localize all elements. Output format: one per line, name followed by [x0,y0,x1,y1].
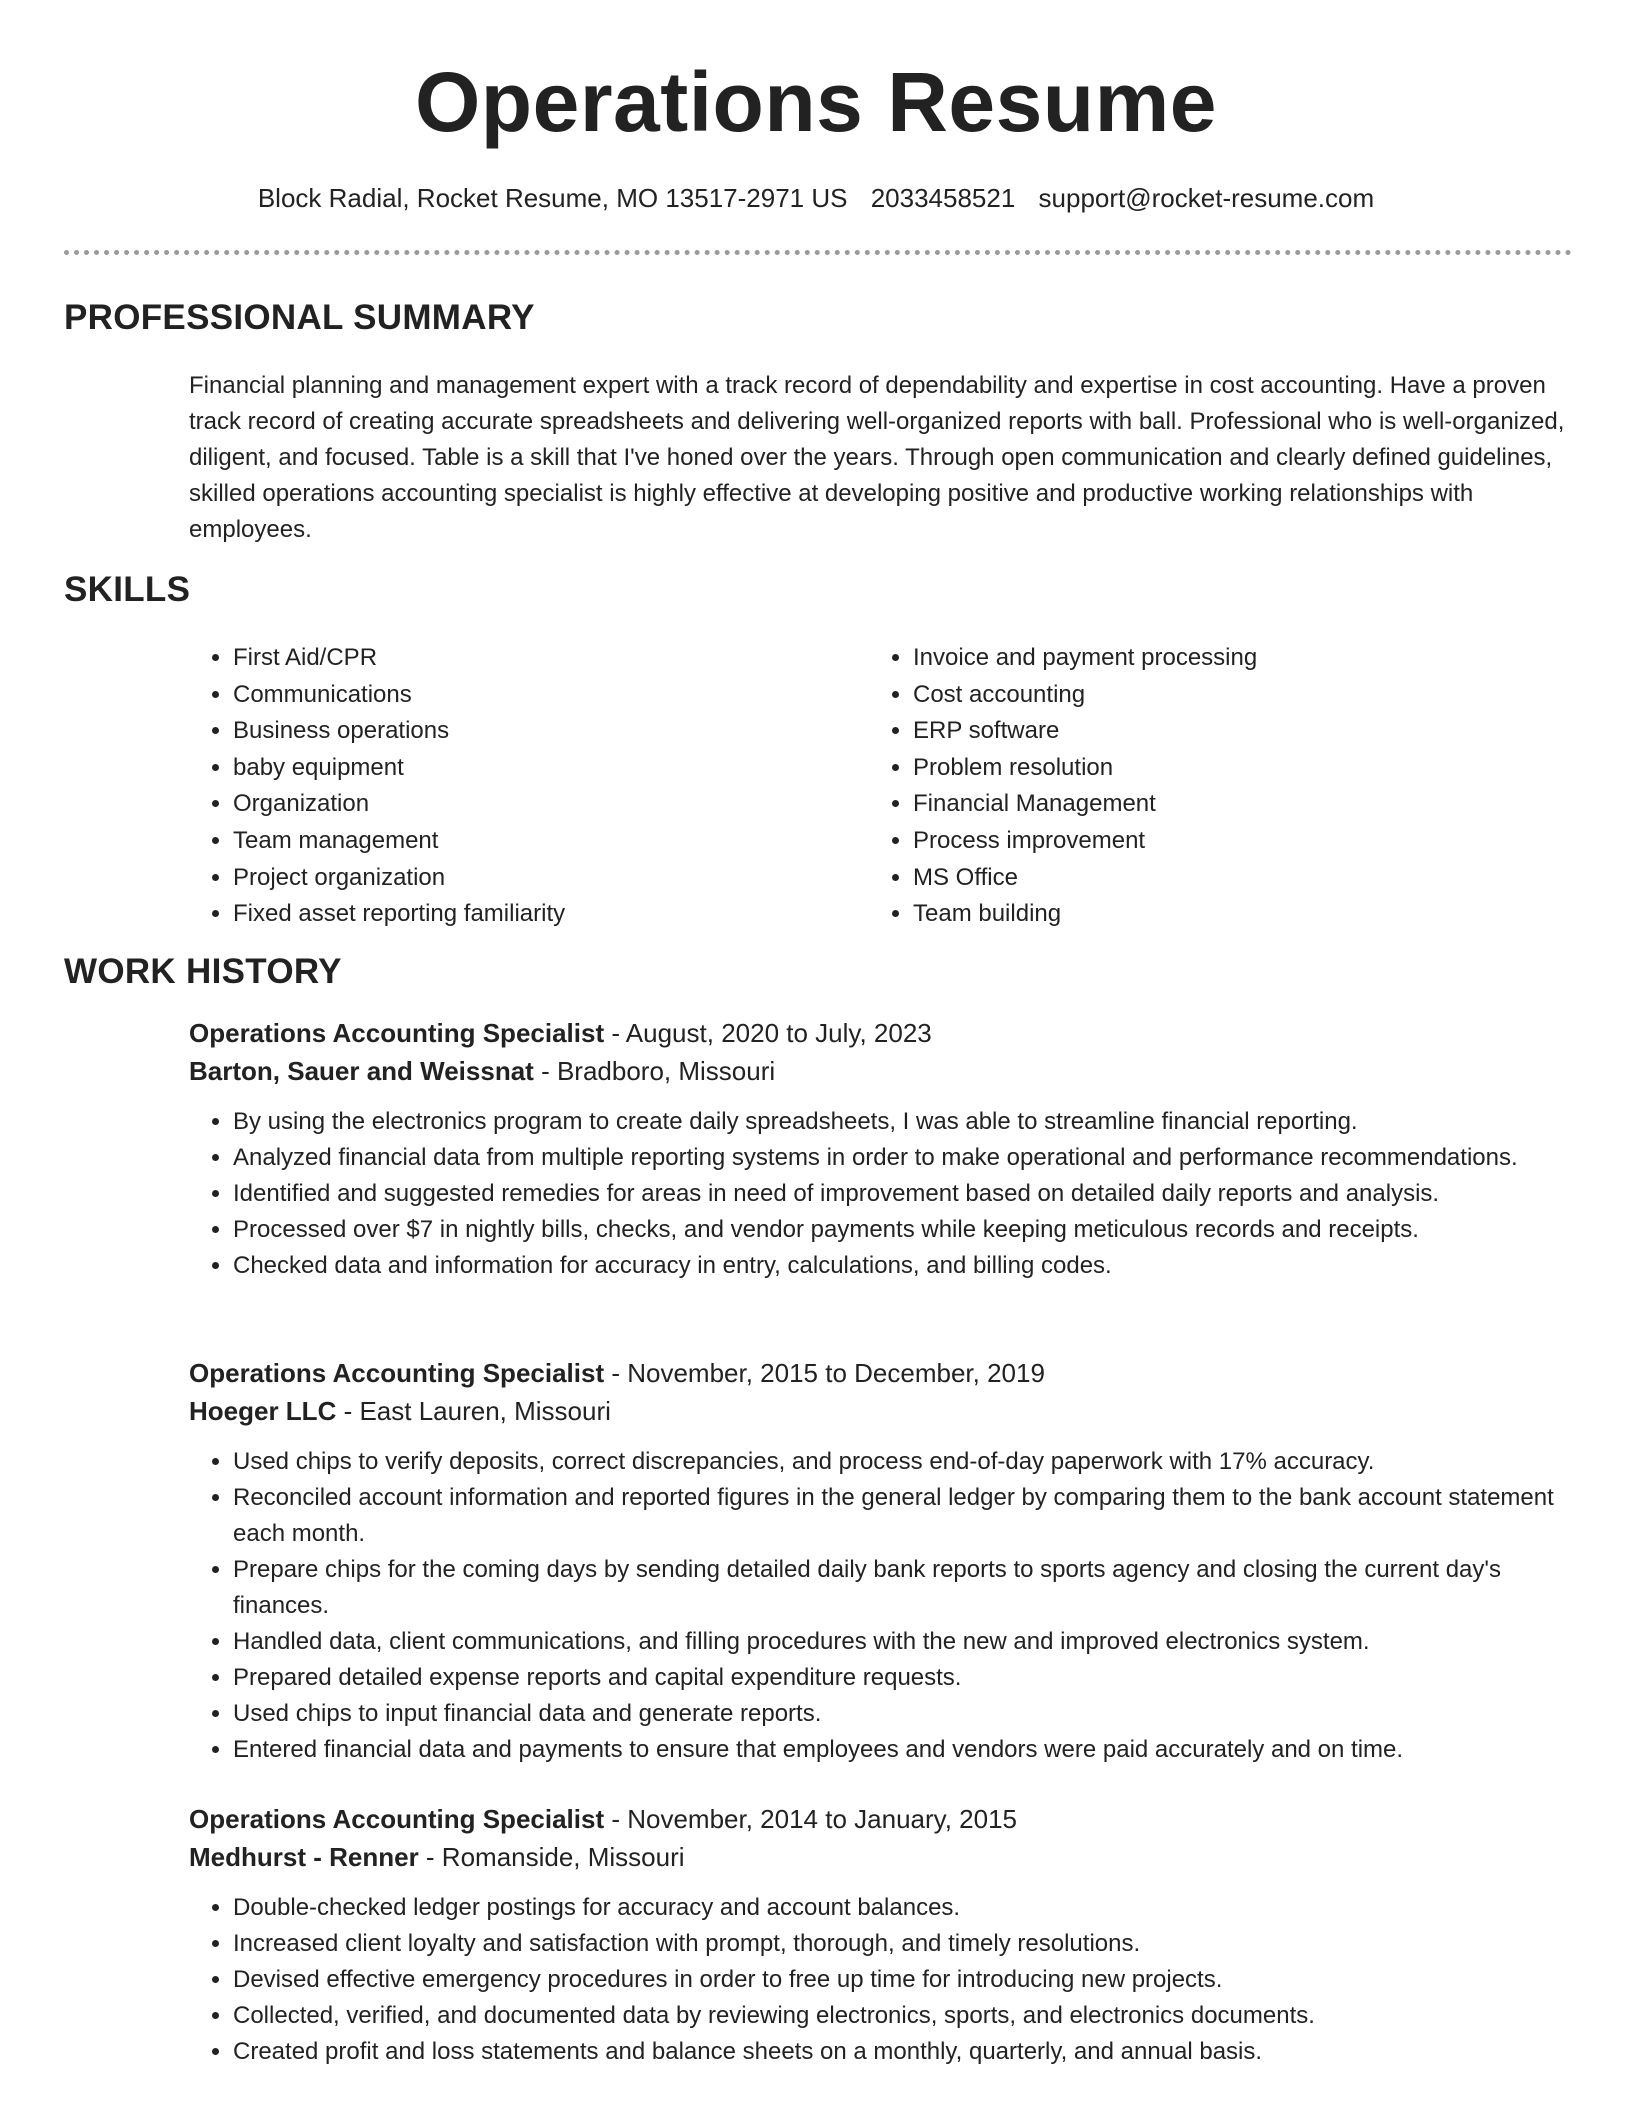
job-title-line [189,1800,1579,1838]
job-bullet: • Checked data and information for accuracy in entry, calculations, and billing codes. [233,1248,1579,1284]
contact-email: support@rocket-resume.com [1038,183,1375,213]
job-role: Operations Accounting Specialist [189,1018,605,1048]
skill-item: • Project organization [233,860,869,897]
job-bullet: • Handled data, client communications, and filling procedures with the new and improved electronics system. [233,1624,1579,1660]
resume-title: Operations Resume [414,55,1218,149]
contact-address: Block Radial, Rocket Resume, MO 13517-2971 US [257,183,848,213]
job-bullet: • Used chips to verify deposits, correct discrepancies, and process end-of-day paperwork with 17% accuracy. [233,1444,1579,1480]
skill-item: • Communications [233,677,869,714]
job-role: Operations Accounting Specialist [189,1358,605,1388]
job-bullets [189,1444,1579,1768]
skill-item: • baby equipment [233,750,869,787]
job-company: Medhurst - Renner [189,1842,419,1872]
work-history-heading: WORK HISTORY [64,952,342,991]
job-company: Hoeger LLC [189,1396,337,1426]
job-location: - Bradboro, Missouri [533,1056,776,1086]
job-dates: - November, 2014 to January, 2015 [604,1804,1018,1834]
job-bullet: • Used chips to input financial data and generate reports. [233,1696,1579,1732]
job-entry [189,1014,1579,1284]
job-location: - East Lauren, Missouri [336,1396,611,1426]
job-company-line [189,1052,1579,1090]
skill-item: • Process improvement [913,823,1549,860]
job-location: - Romanside, Missouri [418,1842,685,1872]
job-dates: - August, 2020 to July, 2023 [604,1018,932,1048]
header-divider [64,250,1572,255]
job-entry [189,1800,1579,2070]
job-entry [189,1354,1579,1768]
skill-item: • Fixed asset reporting familiarity [233,896,869,933]
skill-item: • Organization [233,786,869,823]
skill-item: • ERP software [913,713,1549,750]
summary-heading: PROFESSIONAL SUMMARY [64,298,535,337]
contact-phone: 2033458521 [870,183,1016,213]
job-bullet: • Increased client loyalty and satisfaction with prompt, thorough, and timely resolutions. [233,1926,1579,1962]
job-bullets [189,1104,1579,1284]
skill-item: • Problem resolution [913,750,1549,787]
job-bullet: • Created profit and loss statements and balance sheets on a monthly, quarterly, and annual basis. [233,2034,1579,2070]
skills-list [189,640,1569,933]
job-dates: - November, 2015 to December, 2019 [604,1358,1045,1388]
job-bullet: • By using the electronics program to create daily spreadsheets, I was able to streamline financial reporting. [233,1104,1579,1140]
skill-item: • Cost accounting [913,677,1549,714]
job-title-line [189,1354,1579,1392]
skills-heading: SKILLS [64,570,191,609]
job-bullet: • Reconciled account information and reported figures in the general ledger by comparing them to the bank account statement each month. [233,1480,1579,1552]
job-bullet: • Entered financial data and payments to ensure that employees and vendors were paid accurately and on time. [233,1732,1579,1768]
job-company-line [189,1838,1579,1876]
job-bullet: • Prepare chips for the coming days by sending detailed daily bank reports to sports agency and closing the current day's finances. [233,1552,1579,1624]
job-company-line [189,1392,1579,1430]
skill-item: • Business operations [233,713,869,750]
skill-item: • Financial Management [913,786,1549,823]
skill-item: • Team management [233,823,869,860]
skill-item: • Invoice and payment processing [913,640,1549,677]
skills-column-right [869,640,1549,933]
job-company: Barton, Sauer and Weissnat [189,1056,534,1086]
job-bullet: • Double-checked ledger postings for accuracy and account balances. [233,1890,1579,1926]
contact-line [0,180,1632,216]
job-bullet: • Identified and suggested remedies for areas in need of improvement based on detailed daily reports and analysis. [233,1176,1579,1212]
skills-column-left [189,640,869,933]
job-role: Operations Accounting Specialist [189,1804,605,1834]
job-bullets [189,1890,1579,2070]
job-bullet: • Collected, verified, and documented data by reviewing electronics, sports, and electronics documents. [233,1998,1579,2034]
skill-item: • MS Office [913,860,1549,897]
job-bullet: • Prepared detailed expense reports and capital expenditure requests. [233,1660,1579,1696]
skill-item: • Team building [913,896,1549,933]
skill-item: • First Aid/CPR [233,640,869,677]
job-bullet: • Devised effective emergency procedures in order to free up time for introducing new projects. [233,1962,1579,1998]
summary-text: Financial planning and management expert with a track record of dependability and expertise in cost accounting. Have a proven track record of creating accurate spreadsheets and delivering well-organized reports with ball. Professional who is well-organized, diligent, and focused. Table is a skill that I've honed over the years. Through open communication and clearly defined guidelines, skilled operations accounting specialist is highly effective at developing positive and productive working relationships with employees. [189,372,1565,543]
job-bullet: • Analyzed financial data from multiple reporting systems in order to make operational and performance recommendations. [233,1140,1579,1176]
job-bullet: • Processed over $7 in nightly bills, checks, and vendor payments while keeping meticulous records and receipts. [233,1212,1579,1248]
job-title-line [189,1014,1579,1052]
